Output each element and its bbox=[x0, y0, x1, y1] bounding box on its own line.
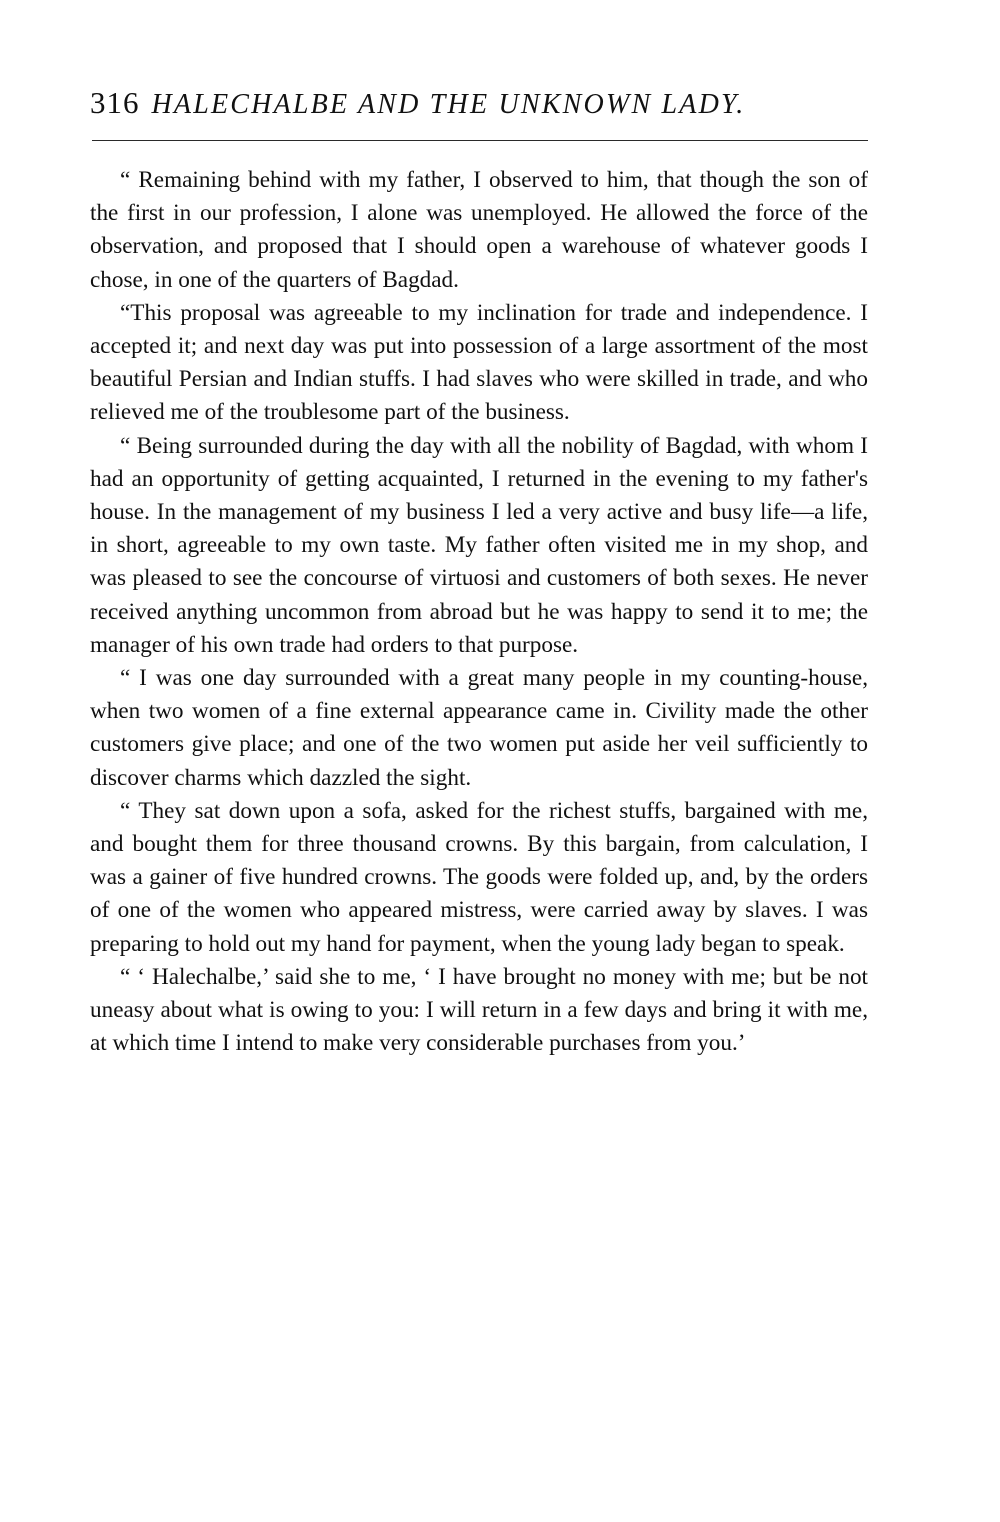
paragraph: “ I was one day surrounded with a great many people in my counting-house, when two women of a fine external appearance came in. Civility made the other customers give place; and one of the two women put aside her veil sufficiently to discover charms which dazzled the sight. bbox=[90, 665, 868, 791]
page-number: 316 bbox=[90, 85, 140, 120]
running-head bbox=[90, 78, 880, 128]
running-title: HALECHALBE AND THE UNKNOWN LADY. bbox=[151, 89, 746, 120]
paragraph: “ ‘ Halechalbe,’ said she to me, ‘ I have brought no money with me; but be not uneasy about what is owing to you: I will return in a few days and bring it with me, at which time I intend to make very considerable purchases from you.’ bbox=[90, 963, 868, 1057]
paragraph: “ Remaining behind with my father, I observed to him, that though the son of the first in our profession, I alone was unemployed. He allowed the force of the observation, and proposed that I should open a warehouse of whatever goods I chose, in one of the quarters of Bagdad. bbox=[90, 167, 868, 293]
header-rule bbox=[92, 140, 868, 141]
paragraph: “This proposal was agreeable to my inclination for trade and independence. I accepted it; and next day was put into possession of a large assortment of the most beautiful Persian and Indian stuffs. I had slaves who were skilled in trade, and who relieved me of the troublesome part of the business. bbox=[90, 299, 868, 426]
body-text bbox=[90, 164, 868, 1060]
paragraph: “ Being surrounded during the day with all the nobility of Bagdad, with whom I had an opportunity of getting acquainted, I returned in the evening to my father's house. In the management of my business I led a very active and busy life—a life, in short, agreeable to my own taste. My father often visited me in my shop, and was pleased to see the concourse of virtuosi and customers of both sexes. He never received anything uncommon from abroad but he was happy to send it to me; the manager of his own trade had orders to that purpose. bbox=[90, 432, 868, 658]
paragraph: “ They sat down upon a sofa, asked for the richest stuffs, bargained with me, and bought them for three thousand crowns. By this bargain, from calculation, I was a gainer of five hundred crowns. The goods were folded up, and, by the orders of one of the women who appeared mistress, were carried away by slaves. I was preparing to hold out my hand for payment, when the young lady began to speak. bbox=[90, 797, 868, 957]
